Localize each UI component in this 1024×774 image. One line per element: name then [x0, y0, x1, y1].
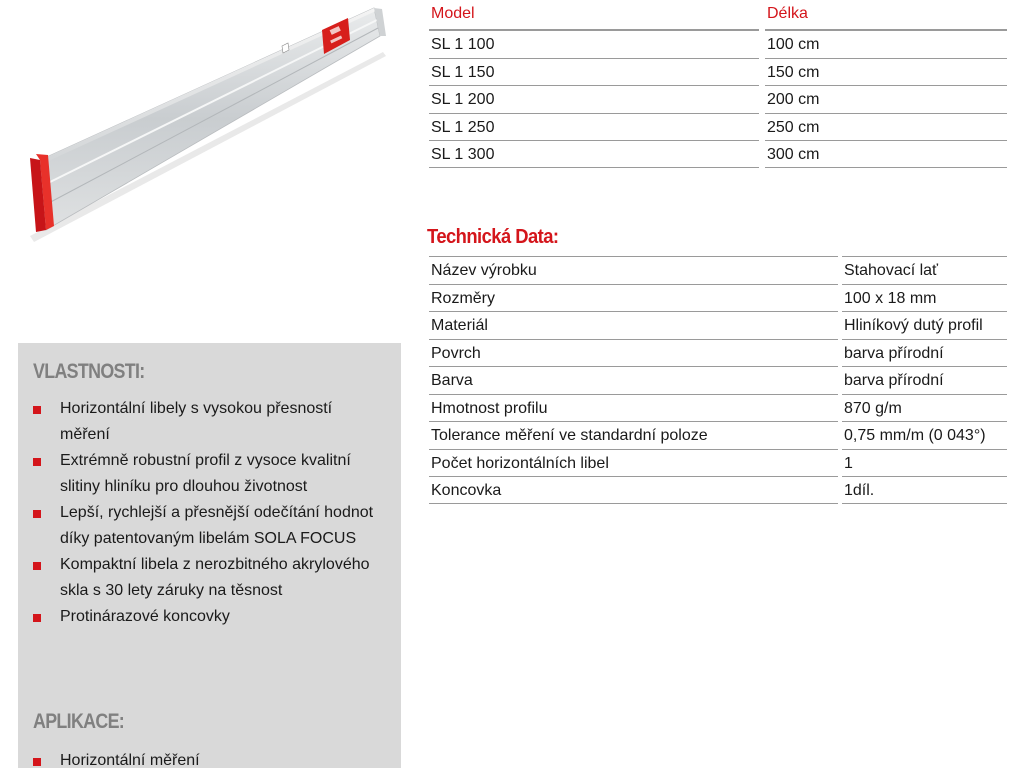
table-row [429, 421, 1007, 449]
model-table-header [429, 0, 1007, 30]
features-panel [18, 343, 401, 768]
model-table [429, 0, 1007, 168]
model-cell: SL 1 200 [429, 85, 759, 113]
model-column-header: Model [429, 5, 759, 30]
technical-data-table [429, 256, 1007, 504]
feature-text: Lepší, rychlejší a přesnější odečítání hodnot díky patentovaným libelám SOLA FOCUS [60, 504, 374, 547]
spec-value: 100 x 18 mm [842, 284, 1007, 312]
table-row [429, 113, 1007, 141]
spec-label: Koncovka [429, 476, 838, 504]
application-text: Horizontální měření [60, 752, 200, 769]
table-row [429, 476, 1007, 504]
table-row [429, 311, 1007, 339]
bullet-square-icon [33, 406, 41, 414]
spec-label: Počet horizontálních libel [429, 449, 838, 477]
list-item [33, 748, 383, 774]
feature-text: Horizontální libely s vysokou přesností měření [60, 400, 333, 443]
spec-label: Tolerance měření ve standardní poloze [429, 421, 838, 449]
model-cell: SL 1 300 [429, 140, 759, 168]
length-cell: 200 cm [765, 85, 1007, 113]
bullet-square-icon [33, 758, 41, 766]
feature-text: Kompaktní libela z nerozbitného akrylového skla s 30 lety záruky na těsnost [60, 556, 370, 599]
spec-value: Hliníkový dutý profil [842, 311, 1007, 339]
spec-value: 870 g/m [842, 394, 1007, 422]
feature-text: Protinárazové koncovky [60, 608, 230, 625]
model-cell: SL 1 150 [429, 58, 759, 86]
spec-label: Hmotnost profilu [429, 394, 838, 422]
table-row [429, 30, 1007, 58]
bullet-square-icon [33, 458, 41, 466]
spec-value: 0,75 mm/m (0 043°) [842, 421, 1007, 449]
table-row [429, 449, 1007, 477]
list-item [33, 396, 383, 448]
table-row [429, 366, 1007, 394]
bullet-square-icon [33, 510, 41, 518]
list-item [33, 500, 383, 552]
list-item [33, 448, 383, 500]
table-row [429, 339, 1007, 367]
applications-heading: APLIKACE: [33, 710, 125, 733]
spec-value: Stahovací lať [842, 256, 1007, 284]
spec-value: barva přírodní [842, 339, 1007, 367]
length-cell: 250 cm [765, 113, 1007, 141]
spec-label: Povrch [429, 339, 838, 367]
level-bar-illustration [18, 0, 390, 250]
spec-value: barva přírodní [842, 366, 1007, 394]
list-item [33, 604, 383, 630]
table-row [429, 85, 1007, 113]
spec-label: Název výrobku [429, 256, 838, 284]
table-row [429, 284, 1007, 312]
bullet-square-icon [33, 562, 41, 570]
spec-value: 1 [842, 449, 1007, 477]
model-cell: SL 1 250 [429, 113, 759, 141]
list-item [33, 552, 383, 604]
length-column-header: Délka [765, 5, 1007, 30]
technical-data-title: Technická Data: [427, 226, 559, 248]
table-row [429, 140, 1007, 168]
length-cell: 300 cm [765, 140, 1007, 168]
model-cell: SL 1 100 [429, 30, 759, 58]
spec-label: Rozměry [429, 284, 838, 312]
spec-label: Materiál [429, 311, 838, 339]
table-row [429, 58, 1007, 86]
product-image [18, 0, 390, 250]
features-list [33, 396, 383, 630]
bullet-square-icon [33, 614, 41, 622]
table-row [429, 394, 1007, 422]
applications-list [33, 748, 383, 774]
table-row [429, 256, 1007, 284]
length-cell: 150 cm [765, 58, 1007, 86]
features-heading: VLASTNOSTI: [33, 360, 145, 383]
spec-value: 1díl. [842, 476, 1007, 504]
feature-text: Extrémně robustní profil z vysoce kvalitní slitiny hliníku pro dlouhou životnost [60, 452, 351, 495]
spec-label: Barva [429, 366, 838, 394]
length-cell: 100 cm [765, 30, 1007, 58]
